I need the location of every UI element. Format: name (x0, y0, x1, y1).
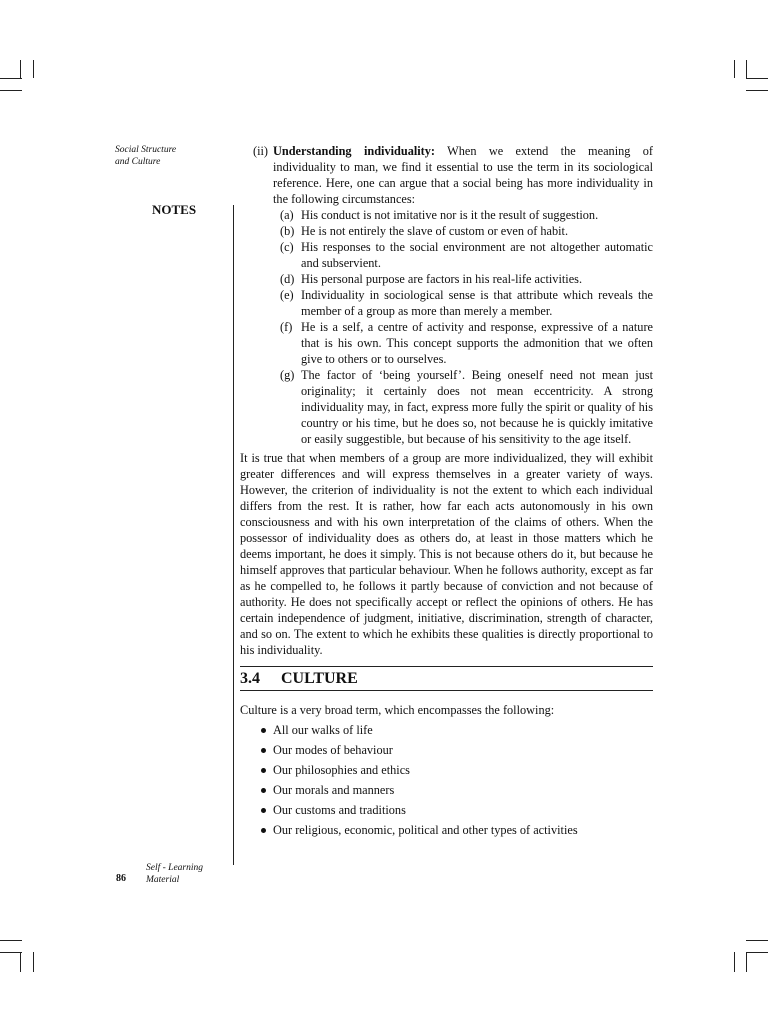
item-number: (ii) (253, 144, 269, 158)
list-item-text: Our morals and manners (273, 783, 395, 797)
subitem-label: (d) (280, 272, 295, 286)
list-item-text: All our walks of life (273, 723, 373, 737)
crop-mark-top-left (20, 60, 21, 78)
subitem-text: His responses to the social environment are not altogether automatic and subservient. (301, 240, 653, 270)
crop-mark-bottom-right (746, 940, 768, 941)
subitem-text: He is a self, a centre of activity and response, expressive of a nature that is his own. This concept supports the admonition that we often give to others or to ourselves. (301, 320, 653, 366)
main-content (240, 143, 653, 842)
bullet-icon (261, 828, 266, 833)
crop-mark-top-right (746, 60, 747, 78)
culture-intro: Culture is a very broad term, which encompasses the following: (240, 703, 555, 717)
subitem-label: (g) (280, 368, 295, 382)
subitem-label: (b) (280, 224, 295, 238)
subitem-text: His conduct is not imitative nor is it the result of suggestion. (301, 208, 599, 222)
subitem-label: (f) (280, 320, 293, 334)
running-footer (146, 862, 203, 886)
crop-mark-bottom-right (734, 952, 735, 972)
bullet-icon (261, 788, 266, 793)
list-item-text: Our customs and traditions (273, 803, 406, 817)
subitem-f (240, 319, 653, 367)
crop-mark-top-left (0, 78, 22, 79)
list-item (240, 782, 653, 802)
bullet-icon (261, 768, 266, 773)
subitem-e (240, 287, 653, 319)
running-header-line1: Social Structure (115, 145, 177, 155)
running-footer-line1: Self - Learning (146, 863, 203, 873)
list-item-text: Our philosophies and ethics (273, 763, 410, 777)
subitem-label: (e) (280, 288, 294, 302)
running-header-line2: and Culture (115, 157, 161, 167)
crop-mark-bottom-left (33, 952, 34, 972)
crop-mark-bottom-right (746, 952, 747, 972)
margin-divider (233, 205, 234, 865)
subitem-c (240, 239, 653, 271)
running-header (115, 144, 225, 168)
subitem-a (240, 207, 653, 223)
list-item (240, 742, 653, 762)
subitem-text: The factor of ‘being yourself’. Being oneself need not mean just originality; it certainly does not mean eccentricity. A strong individuality may, in fact, express more fully the spirit or quality of his country or his time, but he does so, not because he is quickly imitative or easily suggestible, but because of his sensitivity to the age itself. (301, 368, 653, 446)
crop-mark-top-right (746, 90, 768, 91)
culture-list (240, 722, 653, 842)
subitem-b (240, 223, 653, 239)
crop-mark-bottom-left (0, 952, 22, 953)
list-item (240, 762, 653, 782)
subitem-text: He is not entirely the slave of custom or even of habit. (301, 224, 569, 238)
list-item-text: Our modes of behaviour (273, 743, 393, 757)
crop-mark-top-right (746, 78, 768, 79)
list-item (240, 722, 653, 742)
bullet-icon (261, 728, 266, 733)
item-text: When we extend the meaning of individuality to man, we find it essential to use the term in its sociological reference. Here, one can argue that a social being has more individuality in the following circumstances: (273, 144, 653, 206)
bullet-icon (261, 808, 266, 813)
subitem-text: Individuality in sociological sense is that attribute which reveals the member of a group as more than merely a member. (301, 288, 653, 318)
crop-mark-bottom-right (746, 952, 768, 953)
crop-mark-top-left (0, 90, 22, 91)
running-footer-line2: Material (146, 875, 180, 885)
body-paragraph: It is true that when members of a group are more individualized, they will exhibit greater differences and will express themselves in a greater variety of ways. However, the criterion of individuality is not the extent to which each individual differs from the rest. It is rather, how far each acts autonomously in his own consciousness and with his own interpretation of the claims of others. When the possessor of individuality does as others do, at least in those matters which he deems important, he does it simply. This is not because others do it, but because he himself approves that particular behaviour. When he follows authority, except as far as he compelled to, he follows it partly because of conviction and not because of authority. He does not specifically accept or reflect the opinions of others. He has certain independence of judgment, initiative, discrimination, strength of character, and so on. The extent to which he exhibits these qualities is directly proportional to his individuality. (240, 451, 653, 657)
subitem-label: (a) (280, 208, 294, 222)
bullet-icon (261, 748, 266, 753)
notes-label: NOTES (152, 202, 197, 217)
subitem-g (240, 367, 653, 447)
subitem-text: His personal purpose are factors in his real-life activities. (301, 272, 583, 286)
crop-mark-bottom-left (20, 952, 21, 972)
section-number: 3.4 (240, 670, 260, 687)
page-number: 86 (116, 873, 126, 884)
section-heading (240, 666, 653, 691)
crop-mark-top-right (734, 60, 735, 78)
crop-mark-bottom-left (0, 940, 22, 941)
section-title: CULTURE (281, 670, 358, 687)
crop-mark-top-left (33, 60, 34, 78)
subitem-label: (c) (280, 240, 294, 254)
subitem-d (240, 271, 653, 287)
list-item-text: Our religious, economic, political and other types of activities (273, 823, 578, 837)
list-item (240, 802, 653, 822)
list-item (240, 822, 653, 842)
item-heading: Understanding individuality: (273, 144, 436, 158)
list-item-ii (240, 143, 653, 207)
